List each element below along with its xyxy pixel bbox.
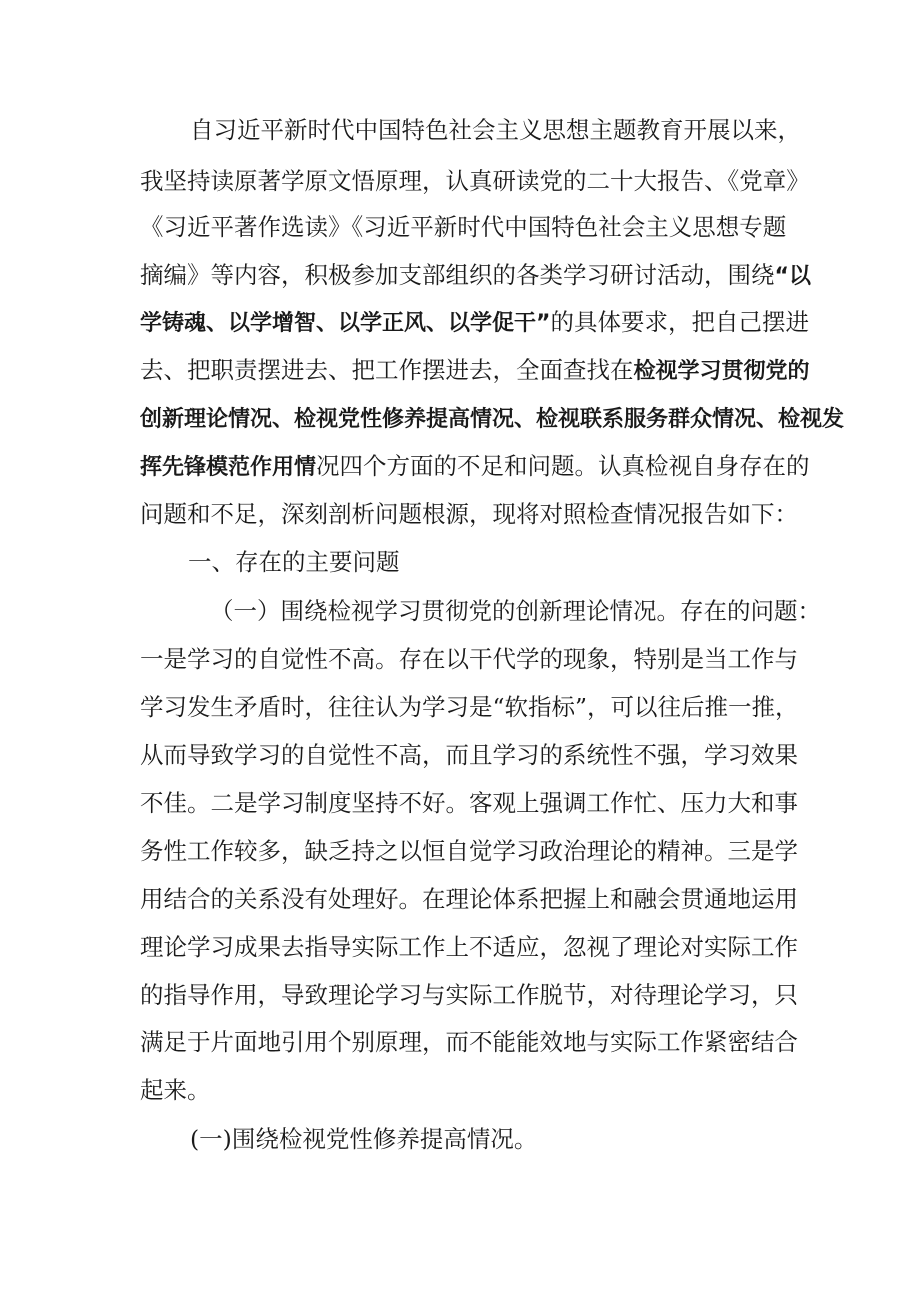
para2-line8: 理论学习成果去指导实际工作上不适应，忽视了理论对实际工作 (140, 933, 798, 961)
para1-line8 (140, 444, 810, 488)
para1-line4-text: 摘编》等内容，积极参加支部组织的各类学习研讨活动，围绕 (140, 261, 775, 289)
para1-line7 (140, 396, 845, 440)
para2-line4: 从而导致学习的自觉性不高，而且学习的系统性不强，学习效果 (140, 741, 798, 769)
para1-line5-text: 的具体要求，把自己摆进 (550, 308, 809, 336)
para2-line9: 的指导作用，导致理论学习与实际工作脱节，对待理论学习，只 (140, 981, 798, 1009)
para2-line10: 满足于片面地引用个别原理，而不能能效地与实际工作紧密结合 (140, 1028, 798, 1056)
para2-line3: 学习发生矛盾时，往往认为学习是“软指标”，可以往后推一推， (140, 693, 799, 721)
para2-line5: 不佳。二是学习制度坚持不好。客观上强调工作忙、压力大和事 (140, 789, 798, 817)
para2-line6: 务性工作较多，缺乏持之以恒自觉学习政治理论的精神。三是学 (140, 837, 798, 865)
para1-line8-text: 况四个方面的不足和问题。认真检视自身存在的 (316, 452, 810, 480)
para1-line5 (140, 300, 809, 344)
para1-line6-text: 去、把职责摆进去、把工作摆进去，全面查找在 (140, 356, 634, 384)
para2-line7: 用结合的关系没有处理好。在理论体系把握上和融会贯通地运用 (140, 885, 798, 913)
para1-line4 (140, 253, 811, 297)
para2-line1: （一）围绕检视学习贯彻党的创新理论情况。存在的问题： (210, 597, 821, 625)
para1-line1: 自习近平新时代中国特色社会主义思想主题教育开展以来， (190, 116, 801, 144)
para1-line9: 问题和不足，深刻剖析问题根源，现将对照检查情况报告如下： (140, 500, 798, 528)
para2-line2: 一是学习的自觉性不高。存在以干代学的现象，特别是当工作与 (140, 645, 798, 673)
para1-line3: 《习近平著作选读》《习近平新时代中国特色社会主义思想专题 (140, 213, 787, 241)
para1-line6-bold: 检视学习贯彻党的 (633, 359, 810, 384)
para1-line6 (140, 348, 810, 392)
para1-line7-bold: 创新理论情况、检视党性修养提高情况、检视联系服务群众情况、检视发 (140, 407, 845, 432)
para3-line1: (一)围绕检视党性修养提高情况。 (190, 1125, 538, 1153)
para1-line8-bold: 挥先锋模范作用情 (140, 455, 317, 480)
para1-line4-bold: “以 (774, 264, 811, 289)
para2-line11: 起来。 (140, 1076, 211, 1104)
para1-line5-bold: 学铸魂、以学增智、以学正风、以学促干” (140, 311, 551, 336)
section-heading: 一、存在的主要问题 (188, 548, 400, 576)
para1-line2: 我坚持读原著学原文悟原理，认真研读党的二十大报告、《党章》 (140, 167, 810, 195)
